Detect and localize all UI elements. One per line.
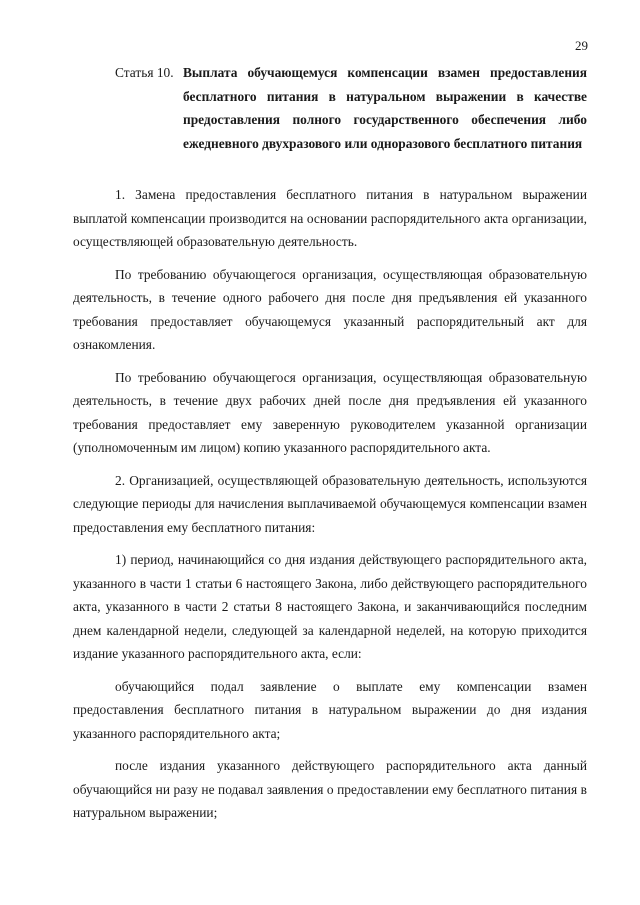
- article-label: Статья 10.: [115, 65, 174, 80]
- paragraph: 1) период, начинающийся со дня издания действующего распорядительного акта, указанного в части 1 статьи 6 настоящего Закона, либо действующего распорядительного акта, указанного в части 2 статьи 8 настоящего Закона, и заканчивающийся последним днем календарной недели, следующей за календарной неделей, на которую приходится издание указанного распорядительного акта, если:: [73, 552, 587, 661]
- article-body: [73, 183, 587, 834]
- page-number: 29: [575, 38, 588, 53]
- paragraph: По требованию обучающегося организация, осуществляющая образовательную деятельность, в течение одного рабочего дня после дня предъявления ей указанного требования предоставляет обучающемуся указанный распорядительный акт для ознакомления.: [73, 266, 587, 352]
- paragraph: после издания указанного действующего распорядительного акта данный обучающийся ни разу не подавал заявления о предоставлении ему бесплатного питания в натуральном выражении;: [73, 758, 587, 820]
- article-title: Выплата обучающемуся компенсации взамен предоставления бесплатного питания в натуральном выражении в качестве предоставления полного государственного обеспечения либо ежедневного двухразового или одноразового бесплатного питания: [183, 65, 587, 151]
- paragraph: 2. Организацией, осуществляющей образовательную деятельность, используются следующие периоды для начисления выплачиваемой обучающемуся компенсации взамен предоставления ему бесплатного питания:: [73, 472, 587, 535]
- paragraph: 1. Замена предоставления бесплатного питания в натуральном выражении выплатой компенсации производится на основании распорядительного акта организации, осуществляющей образовательную деятельность.: [73, 187, 587, 249]
- article-header: [115, 61, 587, 155]
- paragraph: По требованию обучающегося организация, осуществляющая образовательную деятельность, в течение двух рабочих дней после дня предъявления ей указанного требования предоставляет ему заверенную руководителем указанной организации (уполномоченным им лицом) копию указанного распорядительного акта.: [73, 369, 587, 455]
- paragraph: обучающийся подал заявление о выплате ему компенсации взамен предоставления бесплатного питания в натуральном выражении до дня издания указанного распорядительного акта;: [73, 678, 587, 741]
